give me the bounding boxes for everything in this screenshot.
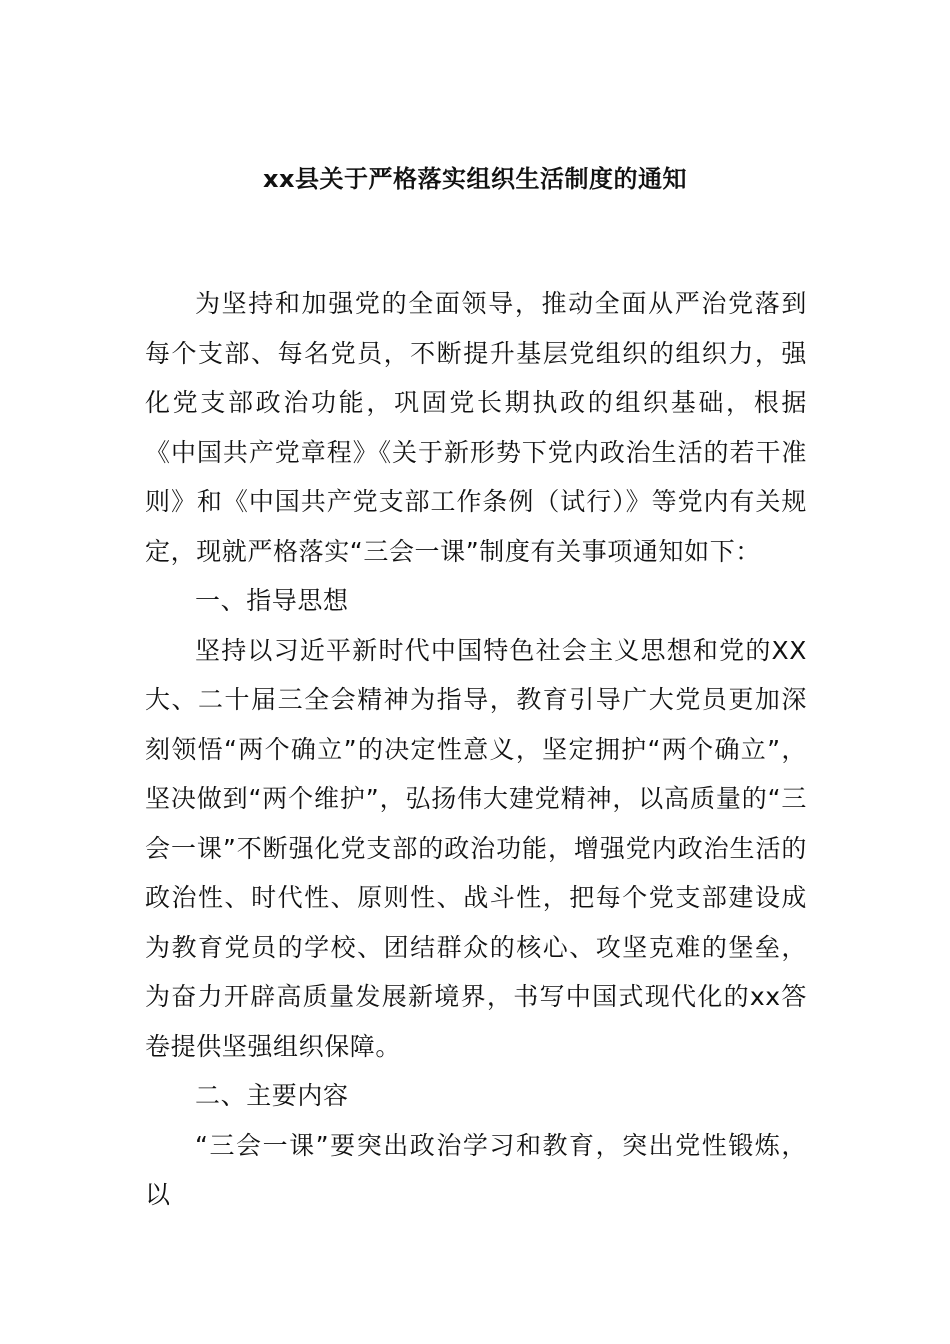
section-heading-guiding-ideology: 一、指导思想 xyxy=(195,586,349,615)
intro-paragraph: 为坚持和加强党的全面领导，推动全面从严治党落到每个支部、每名党员，不断提升基层党组织的组织力，强化党支部政治功能，巩固党长期执政的组织基础，根据《中国共产党章程》《关于新形势下党内政治生活的若干准则》和《中国共产党支部工作条例（试行）》等党内有关规定，现就严格落实“三会一课”制度有关事项通知如下： xyxy=(145,289,807,566)
section-heading-main-content: 二、主要内容 xyxy=(195,1081,349,1110)
document-title: xx县关于严格落实组织生活制度的通知 xyxy=(263,165,687,193)
section-paragraph-guiding-ideology: 坚持以习近平新时代中国特色社会主义思想和党的XX大、二十届三全会精神为指导，教育引导广大党员更加深刻领悟“两个确立”的决定性意义，坚定拥护“两个确立”，坚决做到“两个维护”，弘扬伟大建党精神，以高质量的“三会一课”不断强化党支部的政治功能，增强党内政治生活的政治性、时代性、原则性、战斗性，把每个党支部建设成为教育党员的学校、团结群众的核心、攻坚克难的堡垒，为奋力开辟高质量发展新境界，书写中国式现代化的xx答卷提供坚强组织保障。 xyxy=(145,635,807,1061)
document-body xyxy=(145,279,807,1220)
section-paragraph-main-content: “三会一课”要突出政治学习和教育，突出党性锻炼，以 xyxy=(145,1130,807,1209)
